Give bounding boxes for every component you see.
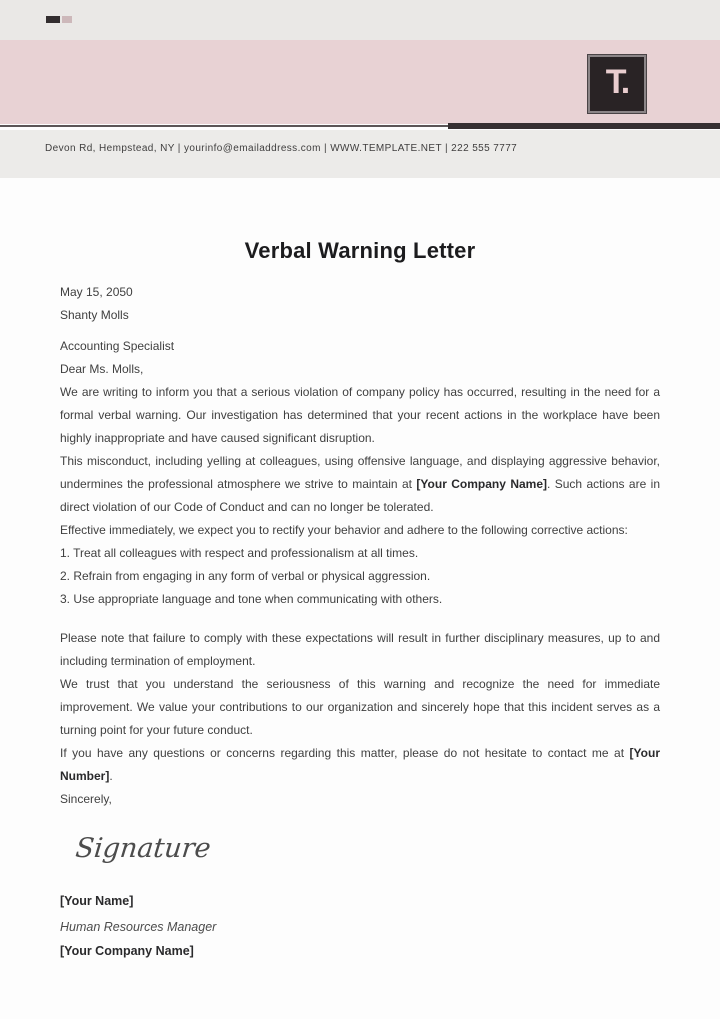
logo-letter: T.	[605, 63, 629, 101]
letter-paragraph: Effective immediately, we expect you to rectify your behavior and adhere to the following corrective actions:	[60, 523, 628, 537]
contact-info: Devon Rd, Hempstead, NY | yourinfo@emailaddress.com | WWW.TEMPLATE.NET | 222 555 7777	[45, 143, 518, 154]
letter-body	[0, 238, 720, 958]
letter-paragraph: If you have any questions or concerns regarding this matter, please do not hesitate to contact me at [Your Number].	[60, 746, 660, 783]
divider-thick-bar	[448, 123, 720, 129]
sender-company: [Your Company Name]	[60, 944, 194, 958]
corrective-action-item: 1. Treat all colleagues with respect and professionalism at all times.	[60, 546, 419, 560]
letter-meta	[60, 281, 660, 381]
closing: Sincerely,	[60, 792, 112, 806]
brand-mark-pink-segment	[62, 16, 72, 23]
letter-paragraph: We are writing to inform you that a serious violation of company policy has occurred, resulting in the need for a formal verbal warning. Our investigation has determined that your recent actions in the workplace have been highly inappropriate and have caused significant disruption.	[60, 385, 660, 445]
recipient-title: Accounting Specialist	[60, 339, 175, 353]
top-strip	[0, 0, 720, 40]
letter-paragraphs	[60, 381, 660, 788]
letter-paragraph: We trust that you understand the seriousness of this warning and recognize the need for immediate improvement. We value your contributions to our organization and sincerely hope that this incident serves as a turning point for your future conduct.	[60, 677, 660, 737]
letter-date: May 15, 2050	[60, 285, 133, 299]
contact-bar	[0, 130, 720, 178]
page-title: Verbal Warning Letter	[244, 238, 476, 263]
salutation: Dear Ms. Molls,	[60, 362, 144, 376]
sender-title: Human Resources Manager	[60, 920, 217, 934]
company-logo	[588, 55, 646, 113]
sender-name: [Your Name]	[60, 894, 134, 908]
letter-paragraph: This misconduct, including yelling at colleagues, using offensive language, and displaying aggressive behavior, undermines the professional atmosphere we strive to maintain at [Your Company Name]. Such actions are in direct violation of our Code of Conduct and can no longer be tolerated.	[60, 454, 660, 514]
brand-mark-dark-segment	[46, 16, 60, 23]
signature-script: Signature	[74, 833, 213, 864]
recipient-name: Shanty Molls	[60, 308, 129, 322]
corrective-action-item: 3. Use appropriate language and tone when communicating with others.	[60, 592, 443, 606]
brand-mark	[46, 16, 72, 23]
corrective-action-item: 2. Refrain from engaging in any form of verbal or physical aggression.	[60, 569, 431, 583]
letterhead-band	[0, 40, 720, 124]
letter-paragraph: Please note that failure to comply with these expectations will result in further disciplinary measures, up to and including termination of employment.	[60, 631, 660, 668]
